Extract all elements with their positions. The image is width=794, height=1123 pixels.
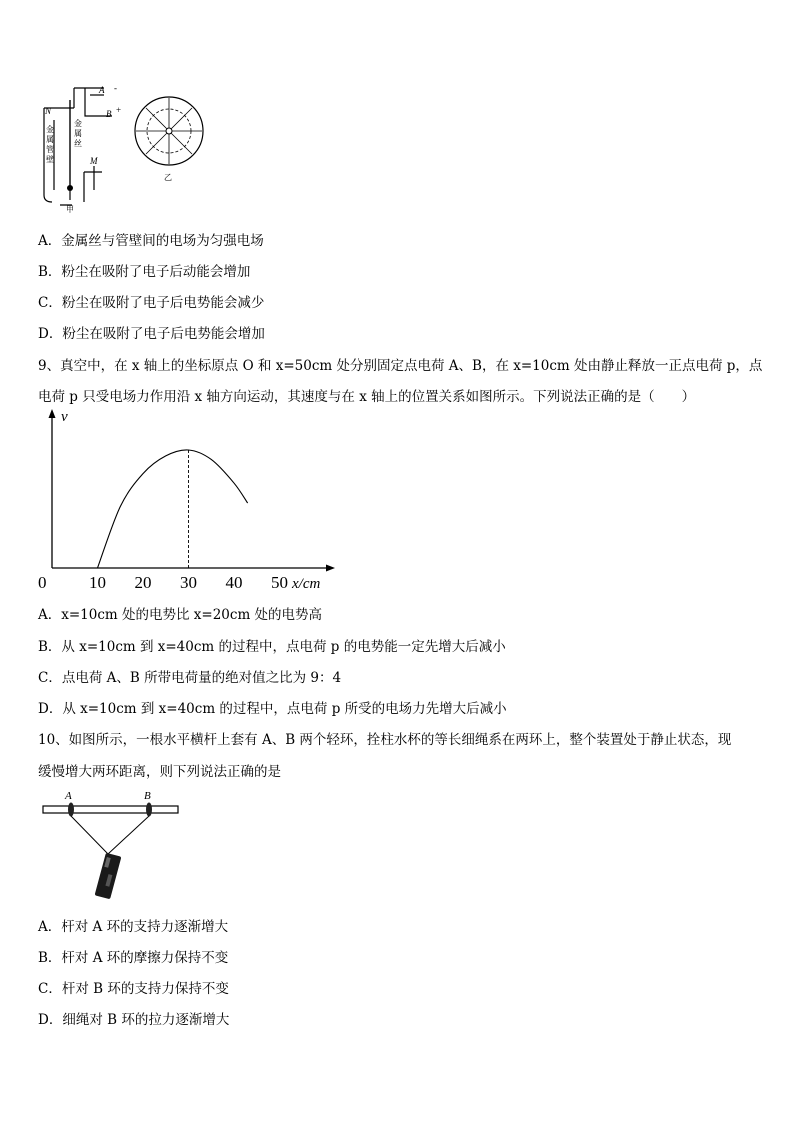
label-m: M [90, 156, 98, 166]
ring-a [68, 803, 74, 817]
rope-b [108, 816, 149, 854]
q8-figure [30, 80, 220, 215]
svg-text:金: 金 [46, 125, 54, 134]
x-axis-label: x/cm [292, 576, 321, 592]
x-tick-label: 20 [134, 573, 152, 592]
water-cup [95, 853, 122, 900]
q8-option-c: C．粉尘在吸附了电子后电势能会减少 [38, 295, 265, 311]
horizontal-bar [43, 806, 178, 813]
q10-option-c: C．杆对 B 环的支持力保持不变 [38, 981, 229, 997]
q9-stem-line1: 9、真空中，在 x 轴上的坐标原点 O 和 x=50cm 处分别固定点电荷 A、B，在 x=10cm 处由静止释放一正点电荷 p，点 [38, 358, 763, 374]
ring-b-label: B [144, 790, 151, 802]
svg-text:壁: 壁 [46, 155, 54, 164]
q10-figure [38, 788, 188, 903]
x-tick-label: 10 [89, 573, 106, 592]
wire-weight [67, 185, 73, 191]
svg-text:丝: 丝 [74, 139, 82, 148]
q10-stem-line2: 缓慢增大两环距离，则下列说法正确的是 [38, 764, 281, 780]
plus-sign: + [116, 105, 122, 115]
origin-label: 0 [38, 573, 47, 592]
y-axis-arrow [49, 409, 56, 418]
x-tick-label: 40 [225, 573, 243, 592]
y-axis-label: v [61, 409, 68, 425]
label-yi: 乙 [164, 173, 172, 182]
label-a: A [99, 85, 105, 95]
wire-text [74, 118, 82, 148]
q9-option-a: A．x=10cm 处的电势比 x=20cm 处的电势高 [38, 607, 323, 623]
label-n: N [45, 106, 52, 116]
label-jia: 甲 [66, 205, 74, 214]
fig-yi [135, 97, 203, 165]
q9-stem-line2: 电荷 p 只受电场力作用沿 x 轴方向运动，其速度与在 x 轴上的位置关系如图所示。下列说法正确的是（ ） [38, 389, 696, 405]
rope-a [71, 816, 108, 854]
q9-option-b: B．从 x=10cm 到 x=40cm 的过程中，点电荷 p 的电势能一定先增大后减小 [38, 639, 506, 655]
v-x-chart [30, 405, 350, 595]
q10-option-b: B．杆对 A 环的摩擦力保持不变 [38, 950, 229, 966]
q8-option-d: D．粉尘在吸附了电子后电势能会增加 [38, 326, 265, 342]
svg-text:属: 属 [74, 129, 82, 138]
x-axis-arrow [326, 565, 335, 572]
svg-text:管: 管 [46, 145, 54, 154]
x-tick-label: 50 [271, 573, 288, 592]
v-x-curve [98, 450, 248, 568]
q9-option-d: D．从 x=10cm 到 x=40cm 的过程中，点电荷 p 所受的电场力先增大后减小 [38, 701, 507, 717]
q8-option-a: A．金属丝与管壁间的电场为匀强电场 [38, 233, 264, 249]
svg-text:金: 金 [74, 119, 82, 128]
x-tick-label: 30 [180, 573, 197, 592]
minus-sign: - [114, 83, 117, 93]
q9-option-c: C．点电荷 A、B 所带电荷量的绝对值之比为 9：4 [38, 670, 342, 686]
label-b: B [106, 109, 112, 119]
q10-option-d: D．细绳对 B 环的拉力逐渐增大 [38, 1012, 230, 1028]
q8-option-b: B．粉尘在吸附了电子后动能会增加 [38, 264, 251, 280]
q10-option-a: A．杆对 A 环的支持力逐渐增大 [38, 919, 229, 935]
ring-b [146, 803, 152, 817]
svg-text:属: 属 [46, 135, 54, 144]
ring-a-label: A [65, 790, 72, 802]
q10-stem-line1: 10、如图所示，一根水平横杆上套有 A、B 两个轻环，拴柱水杯的等长细绳系在两环上，整个装置处于静止状态，现 [38, 732, 732, 748]
tube-wall-text [46, 124, 54, 164]
